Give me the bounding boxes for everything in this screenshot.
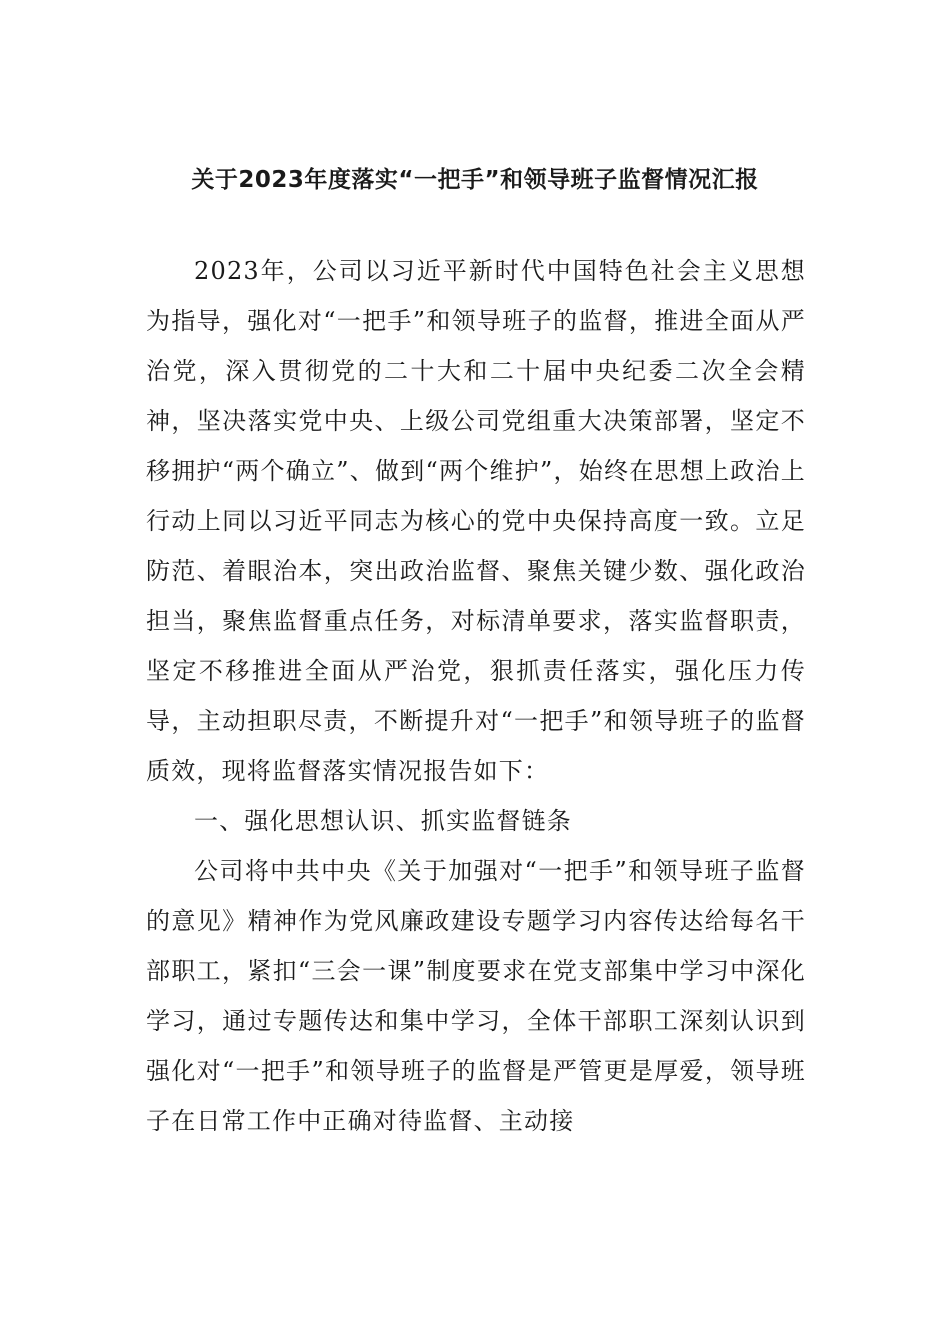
section-1-paragraph: 公司将中共中央《关于加强对“一把手”和领导班子监督的意见》精神作为党风廉政建设专题学习内容传达给每名干部职工，紧扣“三会一课”制度要求在党支部集中学习中深化学习，通过专题传达和集中学习，全体干部职工深刻认识到强化对“一把手”和领导班子的监督是严管更是厚爱，领导班子在日常工作中正确对待监督、主动接 bbox=[146, 857, 806, 1135]
document-body bbox=[146, 246, 806, 1146]
section-1-heading: 一、强化思想认识、抓实监督链条 bbox=[194, 807, 572, 835]
intro-paragraph: 2023年，公司以习近平新时代中国特色社会主义思想为指导，强化对“一把手”和领导班子的监督，推进全面从严治党，深入贯彻党的二十大和二十届中央纪委二次全会精神，坚决落实党中央、上级公司党组重大决策部署，坚定不移拥护“两个确立”、做到“两个维护”，始终在思想上政治上行动上同以习近平同志为核心的党中央保持高度一致。立足防范、着眼治本，突出政治监督、聚焦关键少数、强化政治担当，聚焦监督重点任务，对标清单要求，落实监督职责，坚定不移推进全面从严治党，狠抓责任落实，强化压力传导，主动担职尽责，不断提升对“一把手”和领导班子的监督质效，现将监督落实情况报告如下： bbox=[146, 257, 806, 785]
document-title: 关于2023年度落实“一把手”和领导班子监督情况汇报 bbox=[191, 167, 759, 193]
